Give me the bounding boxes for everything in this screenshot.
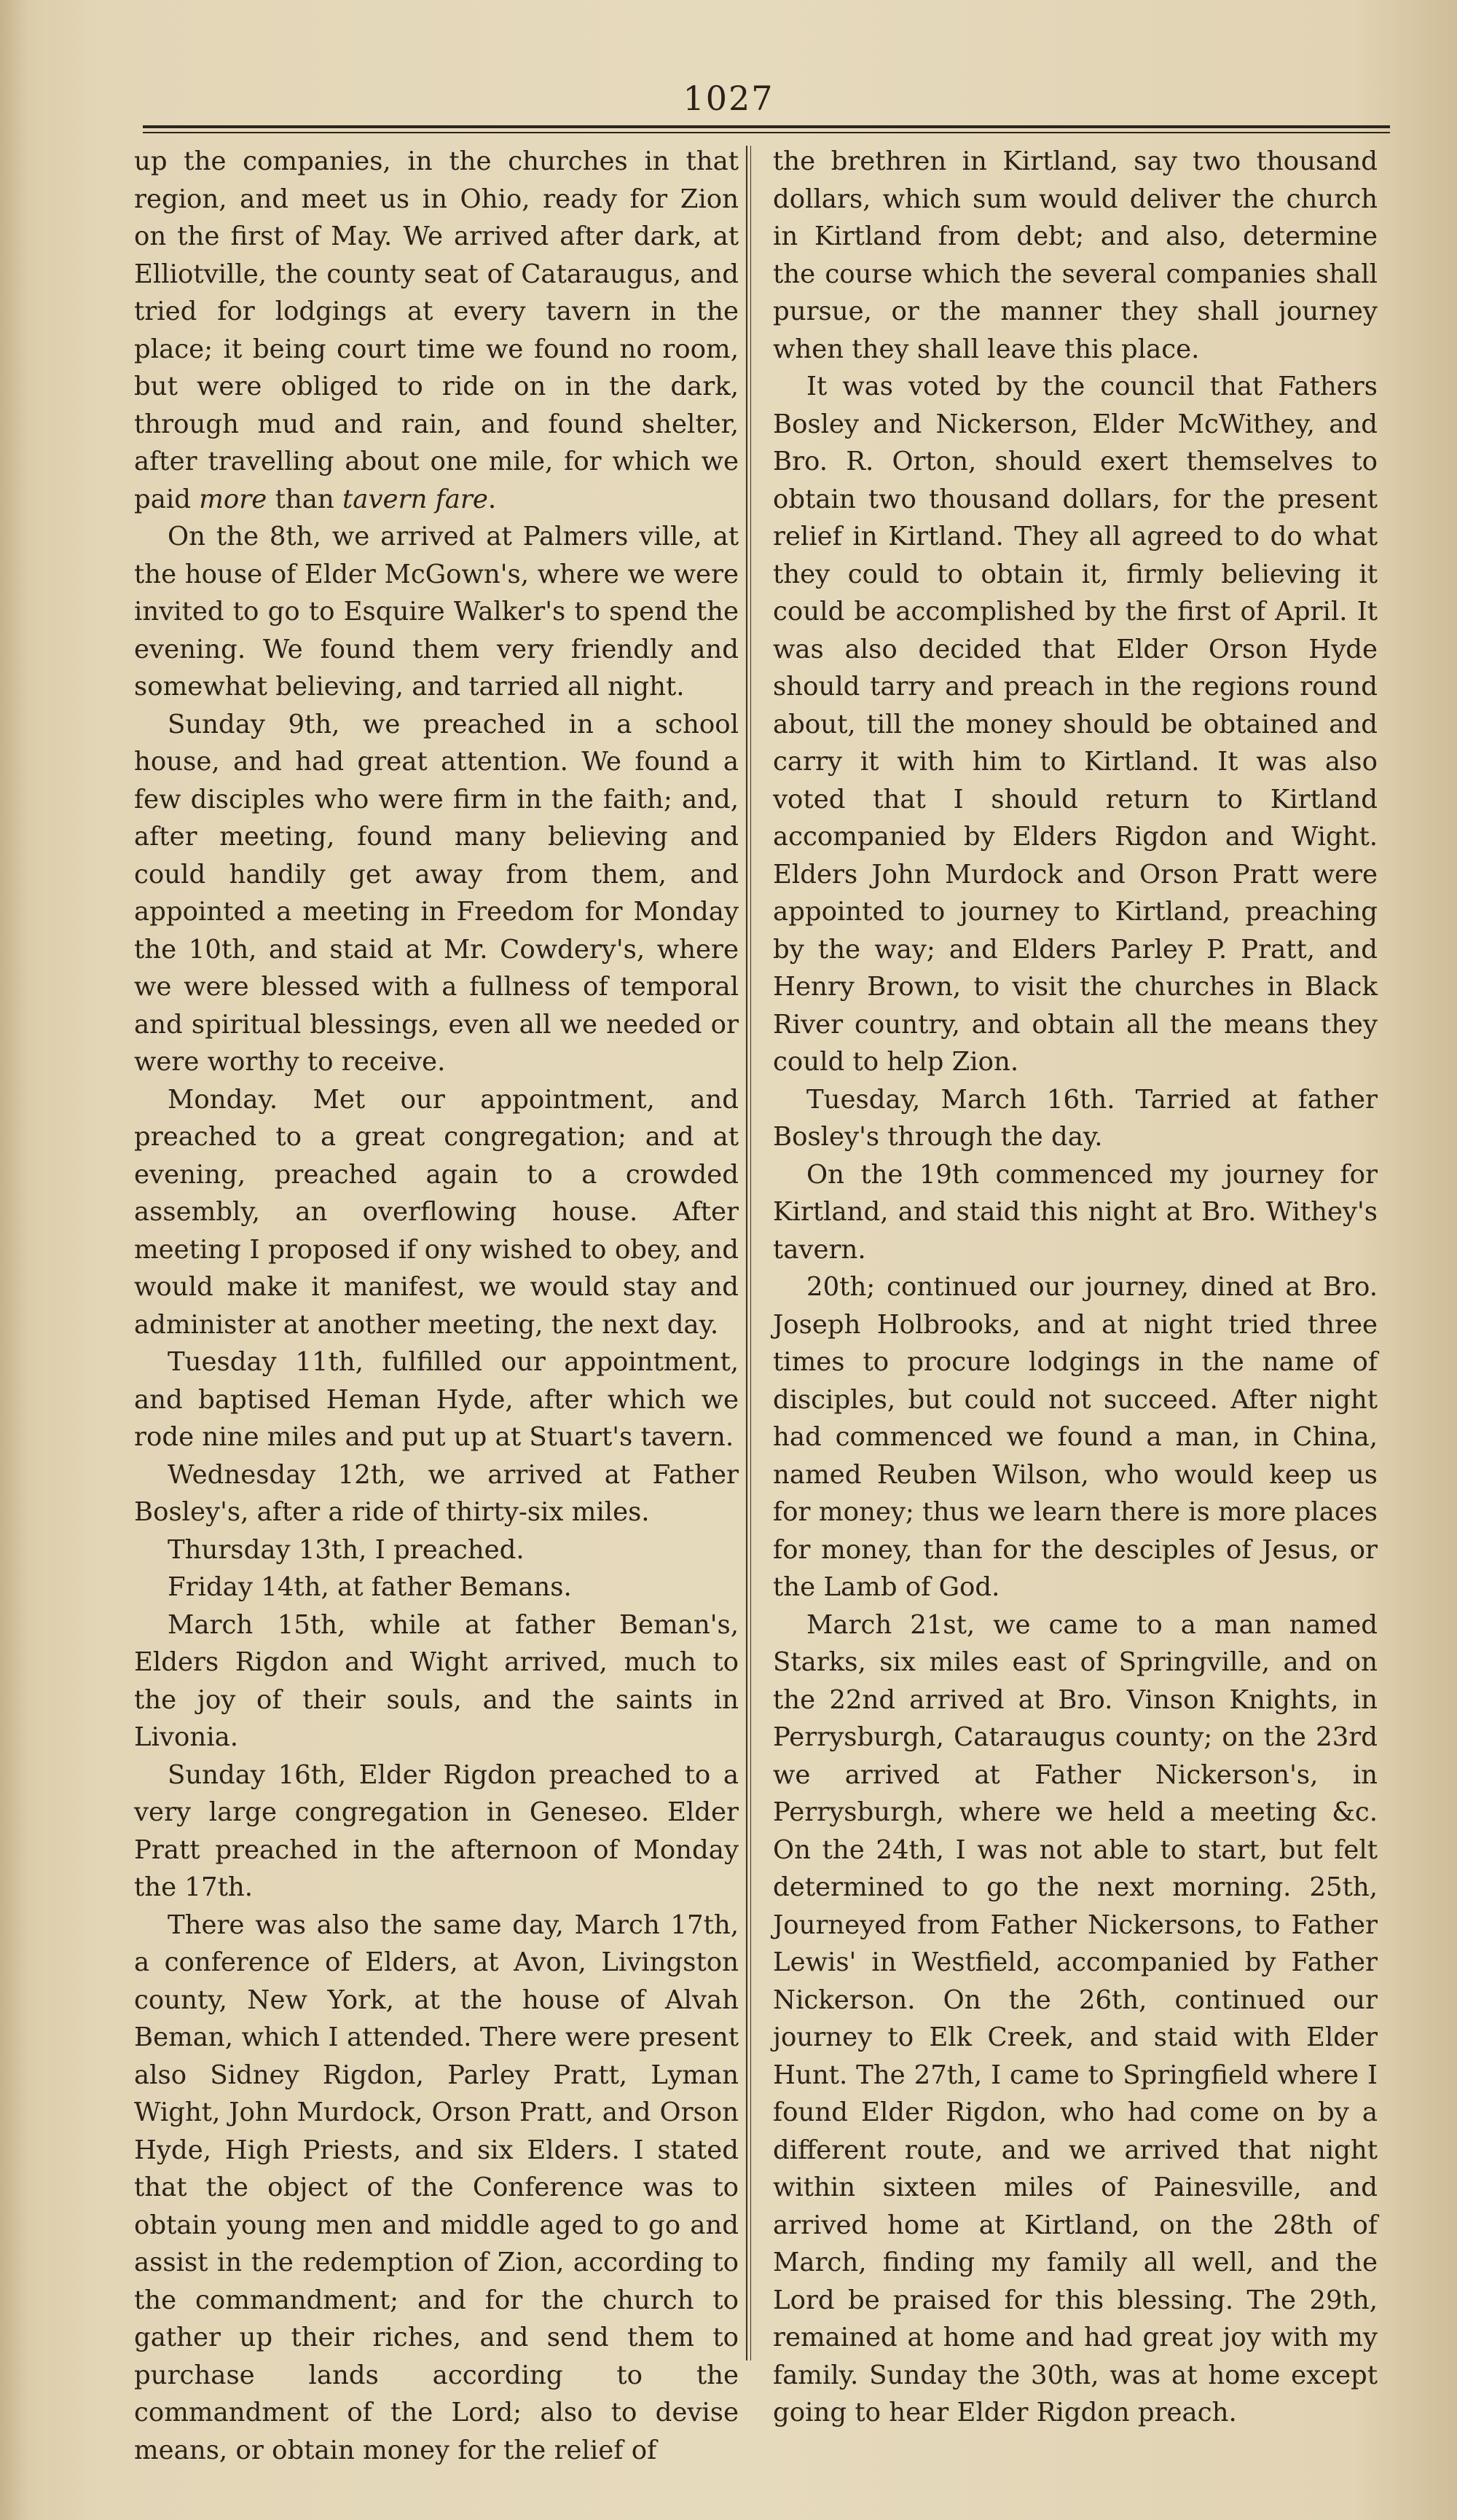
paragraph: March 15th, while at father Beman's, Elders Rigdon and Wight arrived, much to the joy of their souls, and the saints in Livonia. <box>134 1609 739 1752</box>
right-column <box>773 143 1378 2427</box>
column-divider <box>746 146 747 2360</box>
paragraph: Wednesday 12th, we arrived at Father Bosley's, after a ride of thirty-six miles. <box>134 1459 739 1527</box>
paragraph: Friday 14th, at father Bemans. <box>168 1572 572 1602</box>
paragraph: the brethren in Kirtland, say two thousand dollars, which sum would deliver the church in Kirtland from debt; and also, determine the course which the several companies shall pursue, or the manner they shall journey when they shall leave this place. <box>773 146 1378 364</box>
column-divider-inner <box>750 146 751 2360</box>
paragraph: On the 8th, we arrived at Palmers ville, at the house of Elder McGown's, where we were invited to go to Esquire Walker's to spend the evening. We found them very friendly and somewhat believing, and tarried all night. <box>134 522 739 702</box>
paragraph: Thursday 13th, I preached. <box>168 1534 525 1565</box>
paragraph: up the companies, in the churches in that region, and meet us in Ohio, ready for Zion on the first of May. We arrived after dark, at Elliotville, the county seat of Cataraugus, and tried for lodgings at every tavern in the place; it being court time we found no room, but were obliged to ride on in the dark, through mud and rain, and found shelter, after travelling about one mile, for which we paid more than tavern fare. <box>134 146 739 514</box>
paragraph: Monday. Met our appointment, and preached to a great congregation; and at evening, preached again to a crowded assembly, an overflowing house. After meeting I proposed if ony wished to obey, and would make it manifest, we would stay and administer at another meeting, the next day. <box>134 1084 739 1340</box>
paragraph: Sunday 9th, we preached in a school house, and had great attention. We found a few disciples who were firm in the faith; and, after meeting, found many believing and could handily get away from them, and appointed a meeting in Freedom for Monday the 10th, and staid at Mr. Cowdery's, where we were blessed with a fullness of temporal and spiritual blessings, even all we needed or were worthy to receive. <box>134 709 739 1077</box>
paragraph: 20th; continued our journey, dined at Bro. Joseph Holbrooks, and at night tried three times to procure lodgings in the name of disciples, but could not succeed. After night had commenced we found a man, in China, named Reuben Wilson, who would keep us for money; thus we learn there is more places for money, than for the desciples of Jesus, or the Lamb of God. <box>773 1272 1378 1602</box>
header-rule-thick <box>143 125 1390 128</box>
page-number: 1027 <box>683 79 774 118</box>
paragraph: Sunday 16th, Elder Rigdon preached to a very large congregation in Geneseo. Elder Pratt preached in the afternoon of Monday the 17th. <box>134 1759 739 1902</box>
header-rule-thin <box>143 132 1390 133</box>
paragraph: There was also the same day, March 17th, a conference of Elders, at Avon, Livingston county, New York, at the house of Alvah Beman, which I attended. There were present also Sidney Rigdon, Parley Pratt, Lyman Wight, John Murdock, Orson Pratt, and Orson Hyde, High Priests, and six Elders. I stated that the object of the Conference was to obtain young men and middle aged to go and assist in the redemption of Zion, according to the commandment; and for the church to gather up their riches, and send them to purchase lands according to the commandment of the Lord; also to devise means, or obtain money for the relief of <box>134 1909 739 2465</box>
paragraph: March 21st, we came to a man named Starks, six miles east of Springville, and on the 22nd arrived at Bro. Vinson Knights, in Perrysburgh, Cataraugus county; on the 23rd we arrived at Father Nickerson's, in Perrysburgh, where we held a meeting &c. On the 24th, I was not able to start, but felt determined to go the next morning. 25th, Journeyed from Father Nickersons, to Father Lewis' in Westfield, accompanied by Father Nickerson. On the 26th, continued our journey to Elk Creek, and staid with Elder Hunt. The 27th, I came to Springfield where I found Elder Rigdon, who had come on by a different route, and we arrived that night within sixteen miles of Painesville, and arrived home at Kirtland, on the 28th of March, finding my family all well, and the Lord be praised for this blessing. The 29th, remained at home and had great joy with my family. Sunday the 30th, was at home except going to hear Elder Rigdon preach. <box>773 1609 1378 2427</box>
paragraph: It was voted by the council that Fathers Bosley and Nickerson, Elder McWithey, and Bro. R. Orton, should exert themselves to obtain two thousand dollars, for the present relief in Kirtland. They all agreed to do what they could to obtain it, firmly believing it could be accomplished by the first of April. It was also decided that Elder Orson Hyde should tarry and preach in the regions round about, till the money should be obtained and carry it with him to Kirtland. It was also voted that I should return to Kirtland accompanied by Elders Rigdon and Wight. Elders John Murdock and Orson Pratt were appointed to journey to Kirtland, preaching by the way; and Elders Parley P. Pratt, and Henry Brown, to visit the churches in Black River country, and obtain all the means they could to help Zion. <box>773 372 1378 1077</box>
paragraph: On the 19th commenced my journey for Kirtland, and staid this night at Bro. Withey's tavern. <box>773 1159 1378 1265</box>
left-column <box>134 143 739 2465</box>
paragraph: Tuesday, March 16th. Tarried at father Bosley's through the day. <box>773 1084 1378 1152</box>
paragraph: Tuesday 11th, fulfilled our appointment, and baptised Heman Hyde, after which we rode nine miles and put up at Stuart's tavern. <box>134 1347 739 1452</box>
